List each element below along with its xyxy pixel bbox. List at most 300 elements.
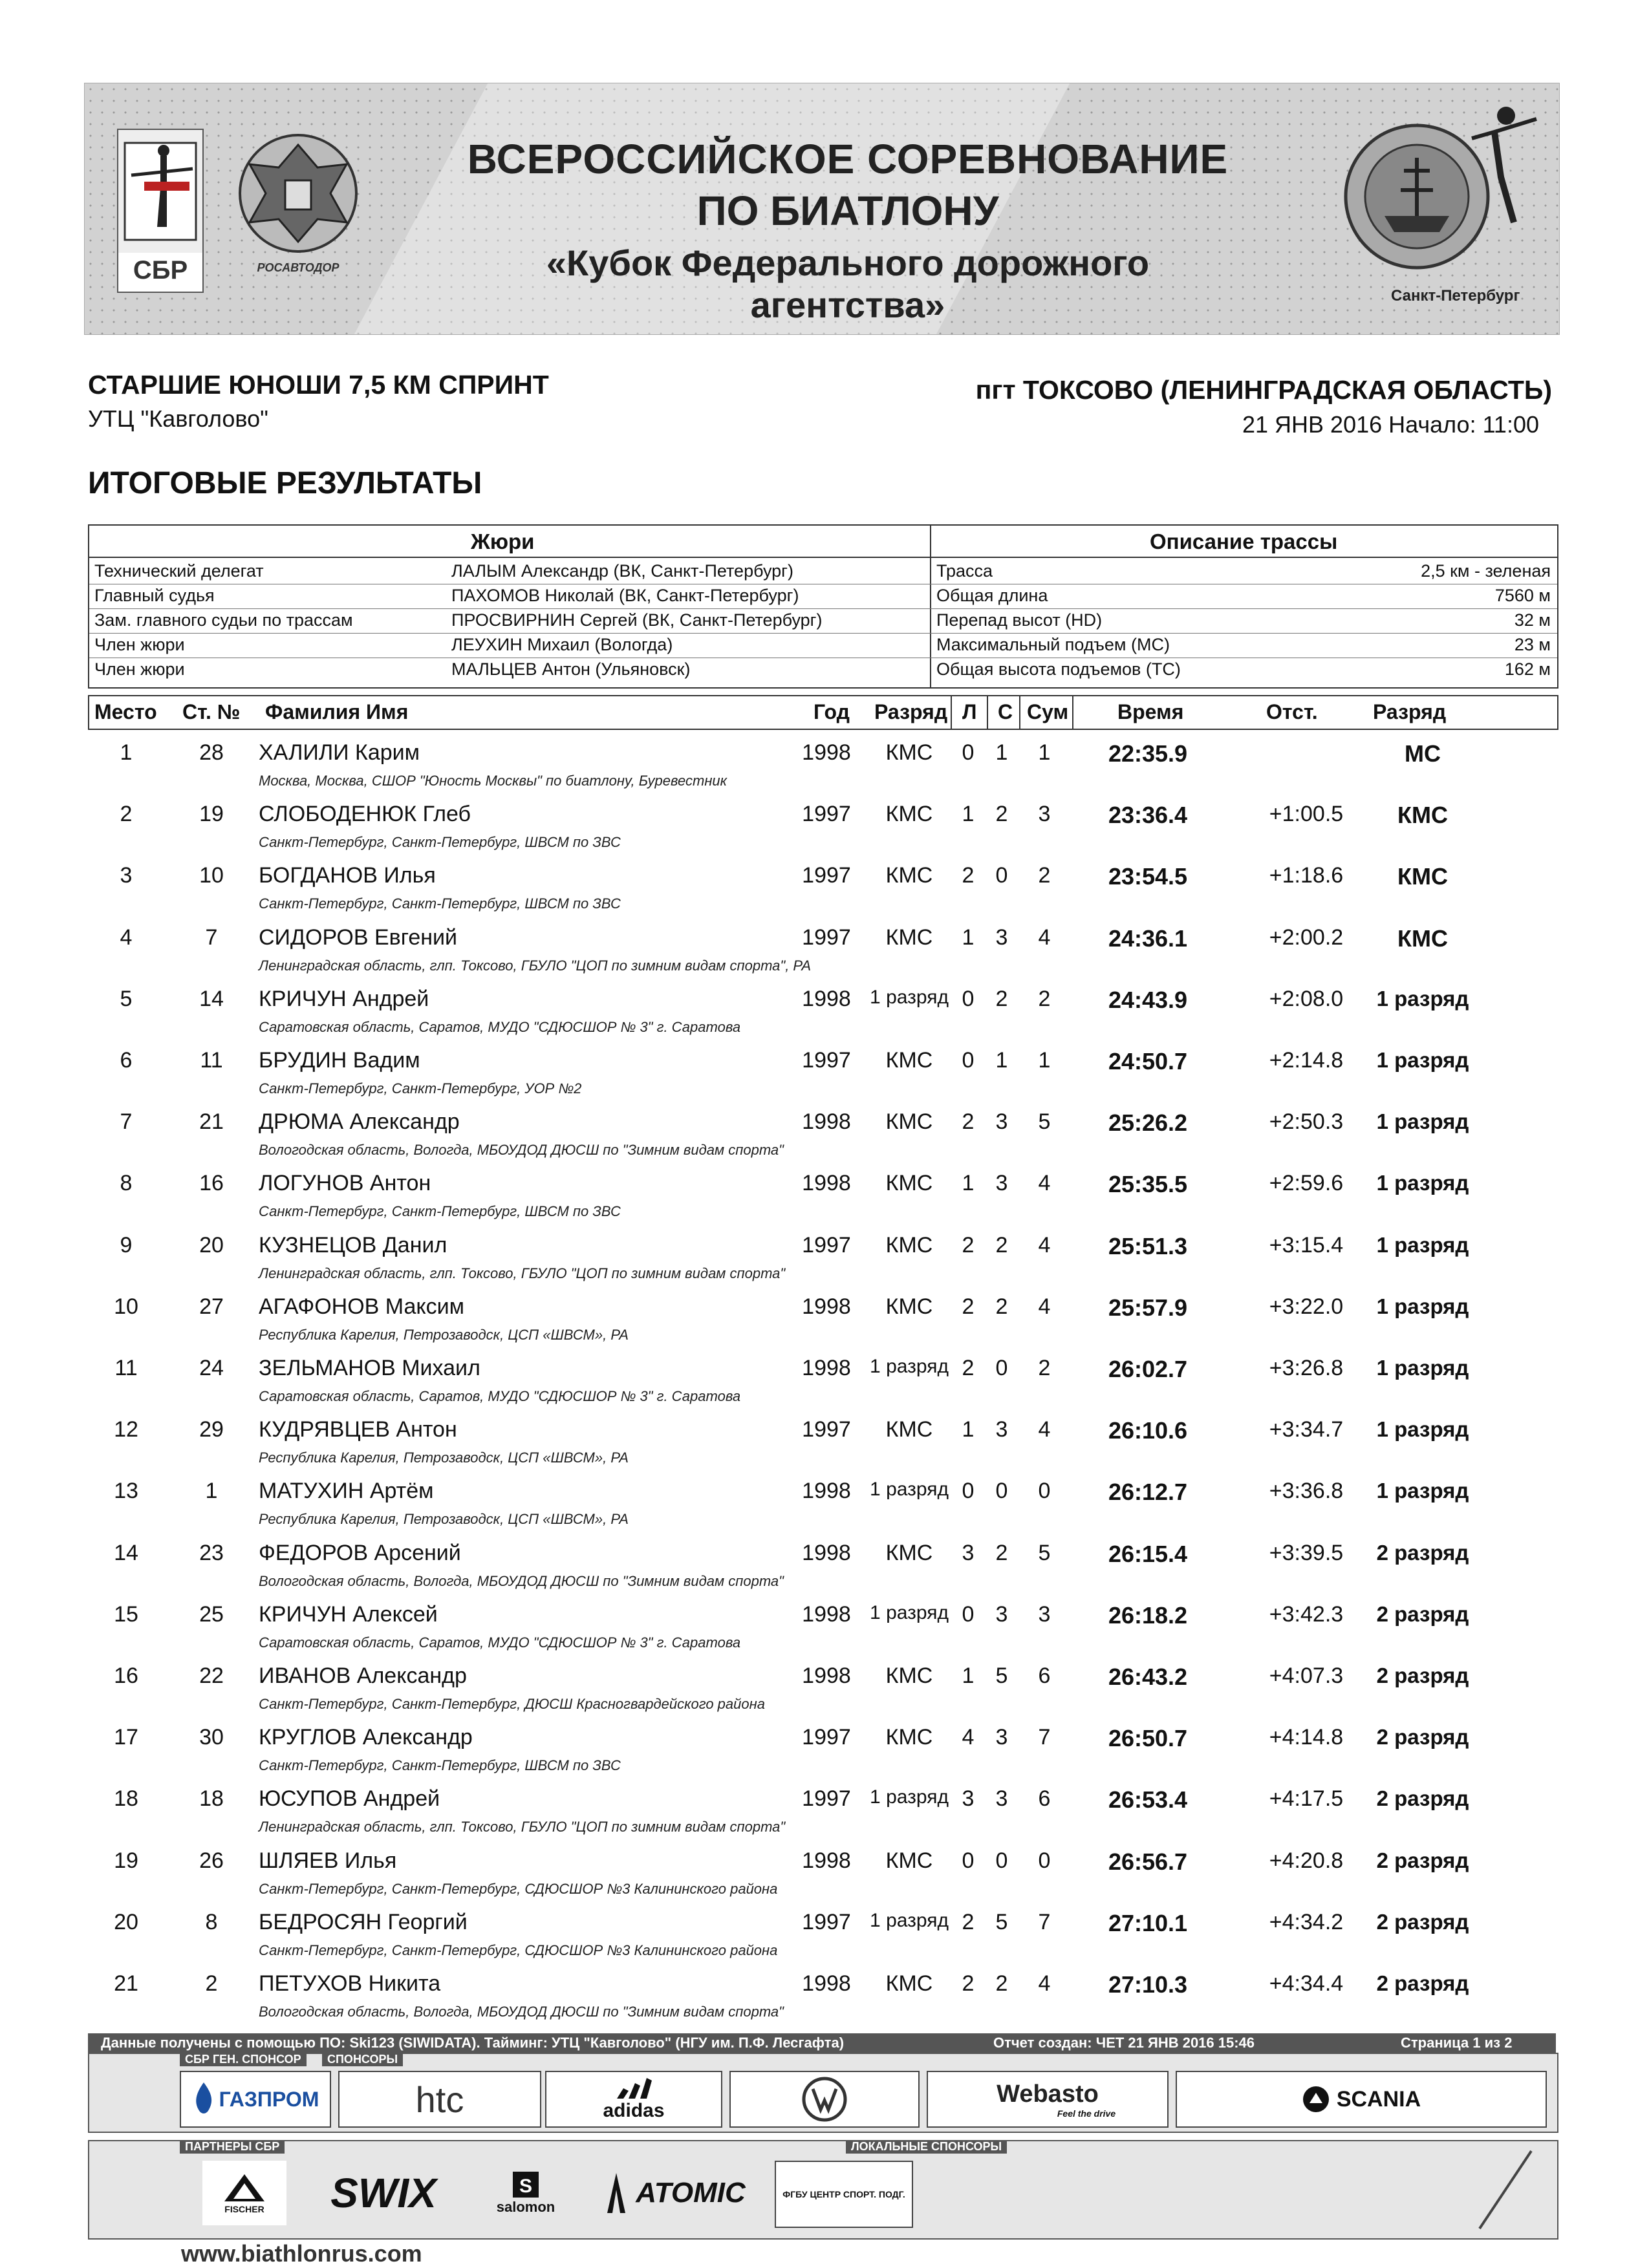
result-time: 26:15.4 [1108,1540,1188,1567]
result-athlete-name: ПЕТУХОВ Никита [259,1971,441,1996]
jury-role: Член жюри [94,635,185,654]
result-row [0,1541,1649,1602]
jury-role: Технический делегат [94,561,264,581]
result-bib: 8 [205,1909,218,1934]
result-year: 1997 [802,925,851,950]
result-time: 26:50.7 [1108,1725,1188,1752]
partners-bar [88,2140,1558,2240]
result-place: 8 [120,1171,133,1196]
result-athlete-name: ФЕДОРОВ Арсений [259,1540,461,1565]
result-place: 5 [120,986,133,1011]
partner-salomon [484,2161,568,2225]
result-sum: 3 [1038,1601,1051,1627]
sponsor-adidas [545,2071,722,2128]
result-athlete-name: СЛОБОДЕНЮК Глеб [259,802,471,827]
result-behind: +3:39.5 [1269,1540,1344,1565]
result-category: КМС [885,1232,933,1257]
result-time: 26:02.7 [1108,1356,1188,1382]
result-club: Санкт-Петербург, Санкт-Петербург, ДЮСШ Красногвардейского района [259,1696,765,1712]
result-prone: 0 [962,1479,975,1504]
col-year: Год [814,700,850,723]
result-athlete-name: ХАЛИЛИ Карим [259,740,420,765]
result-standing: 2 [995,1294,1008,1319]
result-row [0,1664,1649,1725]
result-behind: +3:15.4 [1269,1232,1344,1257]
sponsor-scania [1176,2071,1547,2128]
jury-role: Член жюри [94,659,185,679]
result-rank: 1 разряд [1376,1232,1469,1257]
result-club: Ленинградская область, глп. Токсово, ГБУЛО "ЦОП по зимним видам спорта" [259,1819,786,1835]
result-athlete-name: КРИЧУН Алексей [259,1601,438,1627]
result-sum: 4 [1038,1294,1051,1319]
report-created: Отчет создан: ЧЕТ 21 ЯНВ 2016 15:46 [993,2035,1255,2051]
event-location: пгт ТОКСОВО (ЛЕНИНГРАДСКАЯ ОБЛАСТЬ) [975,375,1552,405]
result-sum: 4 [1038,1232,1051,1257]
result-club: Санкт-Петербург, Санкт-Петербург, СДЮСШОР №3 Калининского района [259,1942,778,1958]
result-rank: 1 разряд [1376,1109,1469,1134]
local-sponsors-label: ЛОКАЛЬНЫЕ СПОНСОРЫ [846,2140,1007,2154]
result-athlete-name: КУЗНЕЦОВ Данил [259,1232,447,1257]
result-athlete-name: КУДРЯВЦЕВ Антон [259,1417,457,1442]
result-prone: 1 [962,925,975,950]
result-behind: +2:08.0 [1269,986,1344,1011]
result-bib: 24 [199,1356,224,1380]
result-behind: +3:36.8 [1269,1479,1344,1504]
result-behind: +3:34.7 [1269,1417,1344,1442]
partner-swix: SWIX [330,2170,436,2216]
track-value: 162 м [1504,659,1551,679]
result-time: 25:35.5 [1108,1171,1188,1198]
jury-title: Жюри [471,530,535,553]
result-year: 1997 [802,1786,851,1812]
result-bib: 22 [199,1664,224,1688]
result-sum: 4 [1038,1971,1051,1996]
result-category: 1 разряд [870,1479,949,1501]
result-year: 1997 [802,1232,851,1257]
partner-atomic-label: ATOMIC [636,2177,746,2209]
result-row [0,987,1649,1048]
result-rank: 2 разряд [1376,1786,1469,1811]
result-bib: 25 [199,1601,224,1627]
result-rank: 1 разряд [1376,1171,1469,1195]
result-standing: 5 [995,1664,1008,1688]
jury-member-name: МАЛЬЦЕВ Антон (Ульяновск) [451,659,691,679]
track-label: Максимальный подъем (MC) [936,635,1170,654]
result-time: 22:35.9 [1108,740,1188,767]
data-source: Данные получены с помощью ПО: Ski123 (SIWIDATA). Тайминг: УТЦ "Кавголово" (НГУ им. П.Ф. Лесгафта) [101,2035,845,2051]
result-standing: 3 [995,1417,1008,1442]
result-behind: +3:26.8 [1269,1356,1344,1380]
result-prone: 1 [962,1171,975,1196]
result-place: 11 [114,1356,138,1380]
col-category: Разряд [874,700,948,723]
result-rank: 2 разряд [1376,1601,1469,1626]
eagle-emblem-icon [233,129,363,258]
result-athlete-name: ШЛЯЕВ Илья [259,1848,397,1873]
result-time: 27:10.3 [1108,1971,1188,1998]
result-bib: 27 [199,1294,224,1319]
track-label: Перепад высот (HD) [936,610,1103,630]
result-year: 1997 [802,1048,851,1073]
result-standing: 0 [995,1479,1008,1504]
result-sum: 1 [1038,740,1051,765]
result-sum: 4 [1038,1417,1051,1442]
sbr-logo-text: СБР [133,256,188,284]
result-rank: 2 разряд [1376,1725,1469,1749]
result-year: 1997 [802,1909,851,1934]
result-year: 1998 [802,1294,851,1319]
result-athlete-name: БРУДИН Вадим [259,1048,420,1073]
result-club: Саратовская область, Саратов, МУДО "СДЮСШОР № 3" г. Саратова [259,1018,741,1035]
banner-title-line2: ПО БИАТЛОНУ [696,187,999,234]
result-behind: +2:50.3 [1269,1109,1344,1135]
result-prone: 2 [962,1971,975,1996]
result-standing: 5 [995,1909,1008,1934]
rosavtodor-emblem [233,129,363,277]
result-club: Саратовская область, Саратов, МУДО "СДЮСШОР № 3" г. Саратова [259,1634,741,1651]
result-rank: 2 разряд [1376,1909,1469,1934]
result-year: 1997 [802,1725,851,1750]
result-category: КМС [885,1048,933,1073]
col-time: Время [1117,700,1184,723]
event-title: СТАРШИЕ ЮНОШИ 7,5 КМ СПРИНТ [88,370,549,400]
result-bib: 20 [199,1232,224,1257]
partners-label: ПАРТНЕРЫ СБР [180,2140,285,2154]
result-row [0,1848,1649,1910]
result-category: 1 разряд [870,1909,949,1931]
result-bib: 1 [205,1479,218,1504]
result-standing: 3 [995,1171,1008,1196]
result-sum: 5 [1038,1540,1051,1565]
spb-federation-logo [1339,93,1546,319]
sponsor-gazprom-label: ГАЗПРОМ [219,2087,319,2111]
result-athlete-name: БЕДРОСЯН Георгий [259,1909,468,1934]
result-bib: 21 [199,1109,224,1135]
result-standing: 3 [995,1725,1008,1750]
result-row [0,1479,1649,1540]
result-bib: 2 [205,1971,218,1996]
result-category: КМС [885,1664,933,1688]
jury-member-name: ЛЕУХИН Михаил (Вологда) [451,635,673,654]
result-sum: 3 [1038,802,1051,827]
col-behind: Отст. [1266,700,1318,723]
result-standing: 0 [995,1848,1008,1873]
result-rank: 2 разряд [1376,1848,1469,1872]
result-athlete-name: КРУГЛОВ Александр [259,1725,473,1750]
fischer-triangle-icon [222,2172,267,2204]
result-club: Москва, Москва, СШОР "Юность Москвы" по биатлону, Буревестник [259,773,727,789]
track-value: 32 м [1514,610,1551,630]
result-standing: 3 [995,925,1008,950]
result-place: 12 [114,1417,138,1442]
partner-center: ФГБУ ЦЕНТР СПОРТ. ПОДГ. [775,2161,913,2228]
result-sum: 7 [1038,1909,1051,1934]
result-prone: 1 [962,1417,975,1442]
result-sum: 5 [1038,1109,1051,1135]
result-standing: 2 [995,1540,1008,1565]
col-prone: Л [962,700,977,723]
result-row [0,1910,1649,1971]
result-standing: 3 [995,1786,1008,1812]
col-sum: Сум [1027,700,1069,723]
result-standing: 1 [995,740,1008,765]
result-prone: 2 [962,1109,975,1135]
banner-title-line3: «Кубок Федерального дорожного агентства» [546,242,1150,325]
result-time: 25:51.3 [1108,1232,1188,1259]
jury-member-name: ПАХОМОВ Николай (ВК, Санкт-Петербург) [451,586,799,605]
result-athlete-name: ДРЮМА Александр [259,1109,460,1135]
result-prone: 0 [962,1048,975,1073]
result-place: 7 [120,1109,133,1135]
result-place: 6 [120,1048,133,1073]
result-athlete-name: ЗЕЛЬМАНОВ Михаил [259,1356,480,1380]
website-url: www.biathlonrus.com [181,2240,422,2267]
result-behind: +3:42.3 [1269,1601,1344,1627]
result-bib: 28 [199,740,224,765]
result-row [0,1233,1649,1294]
result-prone: 3 [962,1540,975,1565]
result-behind: +4:34.2 [1269,1909,1344,1934]
sponsor-webasto-label: Webasto [997,2080,1099,2108]
result-standing: 2 [995,986,1008,1011]
result-year: 1998 [802,740,851,765]
result-club: Республика Карелия, Петрозаводск, ЦСП «ШВСМ», РА [259,1450,629,1466]
jury-role: Зам. главного судьи по трассам [94,610,353,630]
result-behind: +2:14.8 [1269,1048,1344,1073]
result-athlete-name: АГАФОНОВ Максим [259,1294,465,1319]
result-behind: +4:34.4 [1269,1971,1344,1996]
result-standing: 1 [995,1048,1008,1073]
result-place: 3 [120,863,133,888]
result-time: 25:57.9 [1108,1294,1188,1321]
results-list [0,740,1649,2027]
partner-fischer [202,2161,286,2225]
jury-role: Главный судья [94,586,215,605]
result-time: 24:36.1 [1108,925,1188,952]
result-place: 9 [120,1232,133,1257]
result-standing: 0 [995,1356,1008,1380]
result-year: 1998 [802,1479,851,1504]
result-rank: 2 разряд [1376,1971,1469,1995]
result-prone: 2 [962,1909,975,1934]
result-standing: 0 [995,863,1008,888]
result-bib: 16 [199,1171,224,1196]
result-time: 23:54.5 [1108,863,1188,890]
col-place: Место [94,700,157,723]
result-prone: 1 [962,802,975,827]
sponsor-vw [729,2071,920,2128]
result-rank: 2 разряд [1376,1540,1469,1565]
result-year: 1998 [802,1540,851,1565]
sbr-logo [117,129,204,293]
result-bib: 14 [199,986,224,1011]
result-standing: 3 [995,1109,1008,1135]
result-row [0,1971,1649,2033]
result-category: КМС [885,1971,933,1996]
result-behind: +2:59.6 [1269,1171,1344,1196]
result-sum: 4 [1038,925,1051,950]
result-year: 1998 [802,1356,851,1380]
result-row [0,1725,1649,1786]
result-prone: 2 [962,863,975,888]
result-place: 10 [114,1294,138,1319]
result-prone: 4 [962,1725,975,1750]
result-prone: 1 [962,1664,975,1688]
result-row [0,863,1649,925]
result-rank: 1 разряд [1376,1294,1469,1318]
track-title: Описание трассы [1150,530,1338,553]
result-bib: 7 [205,925,218,950]
result-rank: 1 разряд [1376,1048,1469,1072]
griffin-icon [1302,2085,1330,2113]
result-year: 1997 [802,1417,851,1442]
result-prone: 2 [962,1356,975,1380]
result-rank: 2 разряд [1376,1664,1469,1687]
track-value: 23 м [1514,635,1551,654]
result-behind: +3:22.0 [1269,1294,1344,1319]
result-rank: 1 разряд [1376,1356,1469,1380]
result-time: 26:56.7 [1108,1848,1188,1875]
result-time: 27:10.1 [1108,1909,1188,1936]
track-label: Трасса [936,561,993,581]
result-row [0,1109,1649,1171]
result-athlete-name: КРИЧУН Андрей [259,986,429,1011]
result-place: 21 [114,1971,138,1996]
sponsor-adidas-label: adidas [603,2100,665,2121]
result-rank: КМС [1397,802,1448,829]
result-place: 20 [114,1909,138,1934]
jury-track-table [88,524,1558,689]
partner-atomic [577,2161,771,2225]
track-value: 2,5 км - зеленая [1421,561,1551,581]
sponsor-scania-label: SCANIA [1336,2086,1421,2112]
result-time: 23:36.4 [1108,802,1188,829]
sponsor-webasto [927,2071,1169,2128]
result-place: 18 [114,1786,138,1812]
result-sum: 7 [1038,1725,1051,1750]
page-number: Страница 1 из 2 [1401,2035,1513,2051]
flame-icon [192,2081,215,2117]
result-athlete-name: ЮСУПОВ Андрей [259,1786,440,1812]
result-athlete-name: ЛОГУНОВ Антон [259,1171,431,1196]
result-category: 1 разряд [870,1786,949,1808]
result-behind: +4:20.8 [1269,1848,1344,1873]
banner-title-line1: ВСЕРОССИЙСКОЕ СОРЕВНОВАНИЕ [467,136,1229,182]
result-behind: +4:17.5 [1269,1786,1344,1812]
result-bib: 26 [199,1848,224,1873]
result-prone: 2 [962,1232,975,1257]
venue-name: УТЦ "Кавголово" [88,405,268,432]
result-year: 1998 [802,1664,851,1688]
result-athlete-name: МАТУХИН Артём [259,1479,434,1504]
sponsors-bar [88,2053,1558,2133]
col-bib: Ст. № [182,700,241,723]
event-banner [84,83,1560,335]
result-row [0,1048,1649,1109]
sponsor-htc: htc [338,2071,541,2128]
result-row [0,802,1649,863]
sponsors-label: СПОНСОРЫ [322,2053,403,2066]
result-club: Республика Карелия, Петрозаводск, ЦСП «ШВСМ», РА [259,1326,629,1343]
result-bib: 29 [199,1417,224,1442]
col-rank: Разряд [1373,700,1447,723]
result-club: Санкт-Петербург, Санкт-Петербург, ШВСМ по ЗВС [259,834,621,851]
result-place: 17 [114,1725,138,1750]
result-year: 1997 [802,802,851,827]
result-place: 4 [120,925,133,950]
result-standing: 2 [995,1971,1008,1996]
result-category: КМС [885,802,933,827]
result-row [0,1356,1649,1417]
result-row [0,1786,1649,1848]
atomic-a-icon [603,2170,629,2216]
result-club: Санкт-Петербург, Санкт-Петербург, ШВСМ по ЗВС [259,895,621,912]
result-club: Вологодская область, Вологда, МБОУДОД ДЮСШ по "Зимним видам спорта" [259,1142,784,1159]
track-label: Общая высота подъемов (TC) [936,659,1181,679]
result-standing: 2 [995,1232,1008,1257]
track-value: 7560 м [1494,586,1551,605]
result-row [0,925,1649,987]
result-place: 19 [114,1848,138,1873]
result-athlete-name: БОГДАНОВ Илья [259,863,436,888]
partner-fischer-label: FISCHER [224,2204,264,2214]
result-row [0,1294,1649,1356]
sponsor-gazprom [180,2071,331,2128]
result-category: 1 разряд [870,1601,949,1623]
result-club: Ленинградская область, глп. Токсово, ГБУЛО "ЦОП по зимним видам спорта", РА [259,957,812,974]
result-rank: МС [1405,740,1441,767]
result-bib: 11 [200,1048,223,1073]
result-sum: 1 [1038,1048,1051,1073]
result-club: Санкт-Петербург, Санкт-Петербург, ШВСМ по ЗВС [259,1203,621,1220]
sponsor-webasto-tagline: Feel the drive [1057,2108,1116,2119]
result-prone: 0 [962,986,975,1011]
result-year: 1998 [802,1971,851,1996]
result-time: 26:43.2 [1108,1664,1188,1690]
result-standing: 2 [995,802,1008,827]
result-club: Саратовская область, Саратов, МУДО "СДЮСШОР № 3" г. Саратова [259,1388,741,1404]
vw-logo-icon [801,2076,848,2123]
result-prone: 0 [962,740,975,765]
result-row [0,1602,1649,1664]
result-category: 1 разряд [870,986,949,1008]
result-prone: 2 [962,1294,975,1319]
adidas-stripes-icon [614,2077,653,2100]
result-club: Вологодская область, Вологда, МБОУДОД ДЮСШ по "Зимним видам спорта" [259,2004,784,2020]
result-prone: 0 [962,1848,975,1873]
result-category: КМС [885,1725,933,1750]
result-year: 1998 [802,1109,851,1135]
result-year: 1998 [802,1848,851,1873]
result-club: Вологодская область, Вологда, МБОУДОД ДЮСШ по "Зимним видам спорта" [259,1572,784,1589]
event-date-start: 21 ЯНВ 2016 Начало: 11:00 [1242,411,1539,438]
result-athlete-name: СИДОРОВ Евгений [259,925,458,950]
result-bib: 19 [199,802,224,827]
jury-member-name: ЛАЛЫМ Александр (ВК, Санкт-Петербург) [451,561,794,581]
footer-info-bar [88,2033,1556,2053]
result-sum: 4 [1038,1171,1051,1196]
result-category: КМС [885,1171,933,1196]
result-sum: 6 [1038,1664,1051,1688]
result-bib: 10 [199,863,224,888]
col-standing: С [998,700,1013,723]
result-category: КМС [885,863,933,888]
result-time: 26:18.2 [1108,1601,1188,1629]
result-category: КМС [885,740,933,765]
result-category: КМС [885,1540,933,1565]
salomon-s-icon [512,2170,540,2199]
result-behind: +1:18.6 [1269,863,1344,888]
